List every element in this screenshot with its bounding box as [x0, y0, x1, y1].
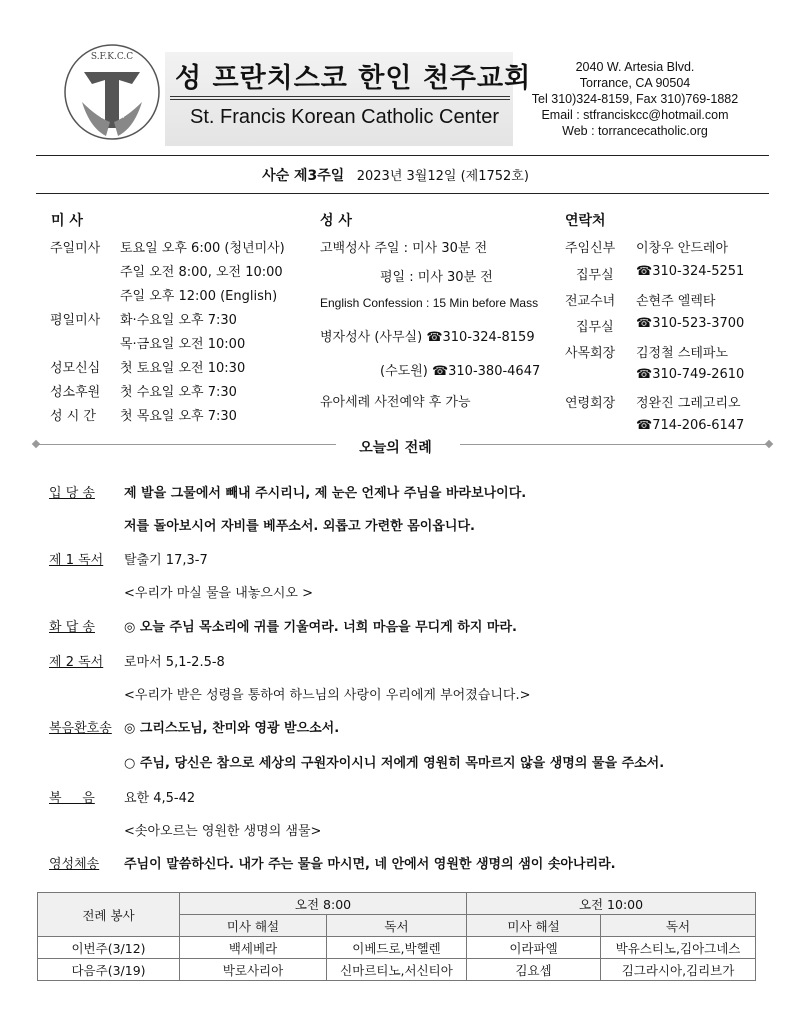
table-cell: 김요셉: [467, 959, 601, 981]
table-cell: 박로사리아: [180, 959, 327, 981]
church-title-english: St. Francis Korean Catholic Center: [190, 106, 500, 128]
table-subheader: 독서: [327, 915, 467, 937]
contact-label: 전교수녀: [565, 294, 616, 309]
table-corner: 전례 봉사: [38, 893, 180, 937]
gospel-reading: 요한 4,5-42: [124, 791, 196, 806]
entrance-antiphon-label: 입 당 송: [49, 486, 95, 501]
liturgy-title: 오늘의 전례: [359, 440, 432, 456]
gospel-acclamation-label: 복음환호송: [49, 721, 112, 736]
anointing-convent: (수도원) ☎310-380-4647: [380, 364, 541, 379]
mass-time: 주일 오전 8:00, 오전 10:00: [120, 265, 283, 280]
mass-time: 토요일 오후 6:00 (청년미사): [120, 241, 285, 256]
mass-label: 성 시 간: [50, 409, 96, 424]
gospel-label: 복 음: [49, 791, 95, 806]
mass-label: 평일미사: [50, 313, 101, 328]
svg-text:+: +: [120, 111, 127, 120]
divider-line-right: [460, 444, 770, 445]
contact-label: 사목회장: [565, 346, 616, 361]
table-row: [38, 937, 756, 959]
mass-label: 성소후원: [50, 385, 101, 400]
address-city: Torrance, CA 90504: [579, 76, 691, 90]
table-header-row: [38, 893, 756, 915]
address-phone: Tel 310)324-8159, Fax 310)769-1882: [531, 92, 739, 106]
table-cell: 이라파엘: [467, 937, 601, 959]
church-title-korean: 성 프란치스코 한인 천주교회: [175, 63, 532, 94]
mass-time: 목·금요일 오전 10:00: [120, 337, 246, 352]
confession-sunday: 고백성사 주일 : 미사 30분 전: [320, 241, 488, 256]
header-rule-top: [36, 155, 769, 156]
table-group-10am: 오전 10:00: [467, 893, 756, 915]
sacrament-heading: 성 사: [320, 213, 352, 229]
address-web: Web : torrancecatholic.org: [562, 124, 708, 138]
contact-label: 집무실: [576, 320, 614, 335]
contact-value: ☎714-206-6147: [636, 418, 745, 433]
table-cell: 이베드로,박헬렌: [327, 937, 467, 959]
table-subheader: 미사 해설: [467, 915, 601, 937]
communion-antiphon: 주님이 말씀하신다. 내가 주는 물을 마시면, 네 안에서 영원한 생명의 샘이 솟아나리라.: [124, 857, 616, 872]
second-reading-label: 제 2 독서: [49, 655, 104, 670]
title-divider: [170, 96, 510, 100]
liturgy-service-table: [37, 892, 756, 981]
gospel-theme: <솟아오르는 영원한 생명의 샘물>: [124, 824, 322, 839]
svg-text:+: +: [98, 111, 105, 120]
contact-label: 연령회장: [565, 396, 616, 411]
contact-value: 정완진 그레고리오: [636, 396, 741, 411]
entrance-antiphon-2: 저를 돌아보시어 자비를 베푸소서. 외롭고 가련한 몸이옵니다.: [124, 519, 475, 534]
second-reading-theme: <우리가 받은 성령을 통하여 하느님의 사랑이 우리에게 부어졌습니다.>: [124, 688, 531, 703]
liturgical-week: 사순 제3주일: [262, 168, 345, 184]
table-cell: 박유스티노,김아그네스: [601, 937, 756, 959]
mass-label: 성모신심: [50, 361, 101, 376]
contact-value: 김정철 스테파노: [636, 346, 729, 361]
mass-time: 첫 토요일 오전 10:30: [120, 361, 246, 376]
table-week-cell: 다음주(3/19): [38, 959, 180, 981]
second-reading: 로마서 5,1-2.5-8: [124, 655, 225, 670]
confession-weekday: 평일 : 미사 30분 전: [380, 270, 493, 285]
contact-value: ☎310-324-5251: [636, 264, 745, 279]
first-reading-label: 제 1 독서: [49, 553, 104, 568]
entrance-antiphon-1: 제 발을 그물에서 빼내 주시리니, 제 눈은 언제나 주님을 바라보나이다.: [124, 486, 527, 501]
communion-antiphon-label: 영성체송: [49, 857, 100, 872]
table-cell: 신마르티노,서신티아: [327, 959, 467, 981]
church-logo: [62, 42, 162, 142]
mass-time: 주일 오후 12:00 (English): [120, 289, 278, 304]
mass-time: 화·수요일 오후 7:30: [120, 313, 237, 328]
table-cell: 백세베라: [180, 937, 327, 959]
first-reading-theme: <우리가 마실 물을 내놓으시오 >: [124, 586, 314, 601]
header-rule-bottom: [36, 193, 769, 194]
address-email: Email : stfranciskcc@hotmail.com: [541, 108, 729, 122]
first-reading: 탈출기 17,3-7: [124, 553, 208, 568]
contact-value: ☎310-523-3700: [636, 316, 745, 331]
english-confession: English Confession : 15 Min before Mass: [320, 296, 539, 310]
gospel-acclamation: ◎ 그리스도님, 찬미와 영광 받으소서.: [124, 721, 340, 736]
mass-time: 첫 목요일 오후 7:30: [120, 409, 237, 424]
table-group-8am: 오전 8:00: [180, 893, 467, 915]
mass-label: 주일미사: [50, 241, 101, 256]
contact-value: 손현주 엘렉타: [636, 294, 716, 309]
issue-line: [0, 165, 791, 185]
table-subheader: 독서: [601, 915, 756, 937]
issue-date: 2023년 3월12일 (제1752호): [356, 169, 529, 184]
contact-label: 주임신부: [565, 241, 616, 256]
table-subheader: 미사 해설: [180, 915, 327, 937]
table-row: [38, 959, 756, 981]
contact-heading: 연락처: [565, 213, 606, 229]
contact-value: 이창우 안드레아: [636, 241, 729, 256]
infant-baptism: 유아세례 사전예약 후 가능: [320, 395, 471, 410]
mass-time: 첫 수요일 오후 7:30: [120, 385, 237, 400]
anointing-office: 병자성사 (사무실) ☎310-324-8159: [320, 330, 535, 345]
gospel-acclamation-verse: ○ 주님, 당신은 참으로 세상의 구원자이시니 저에게 영원히 목마르지 않을 생명의 물을 주소서.: [124, 756, 665, 771]
contact-value: ☎310-749-2610: [636, 367, 745, 382]
mass-heading: 미 사: [51, 213, 83, 229]
psalm-response: ◎ 오늘 주님 목소리에 귀를 기울여라. 너희 마음을 무디게 하지 마라.: [124, 620, 517, 635]
table-cell: 김그라시아,김리브가: [601, 959, 756, 981]
address-street: 2040 W. Artesia Blvd.: [575, 60, 695, 74]
logo-lettering: S.F.K.C.C: [90, 52, 134, 62]
psalm-label: 화 답 송: [49, 620, 95, 635]
contact-label: 집무실: [576, 268, 614, 283]
table-week-cell: 이번주(3/12): [38, 937, 180, 959]
